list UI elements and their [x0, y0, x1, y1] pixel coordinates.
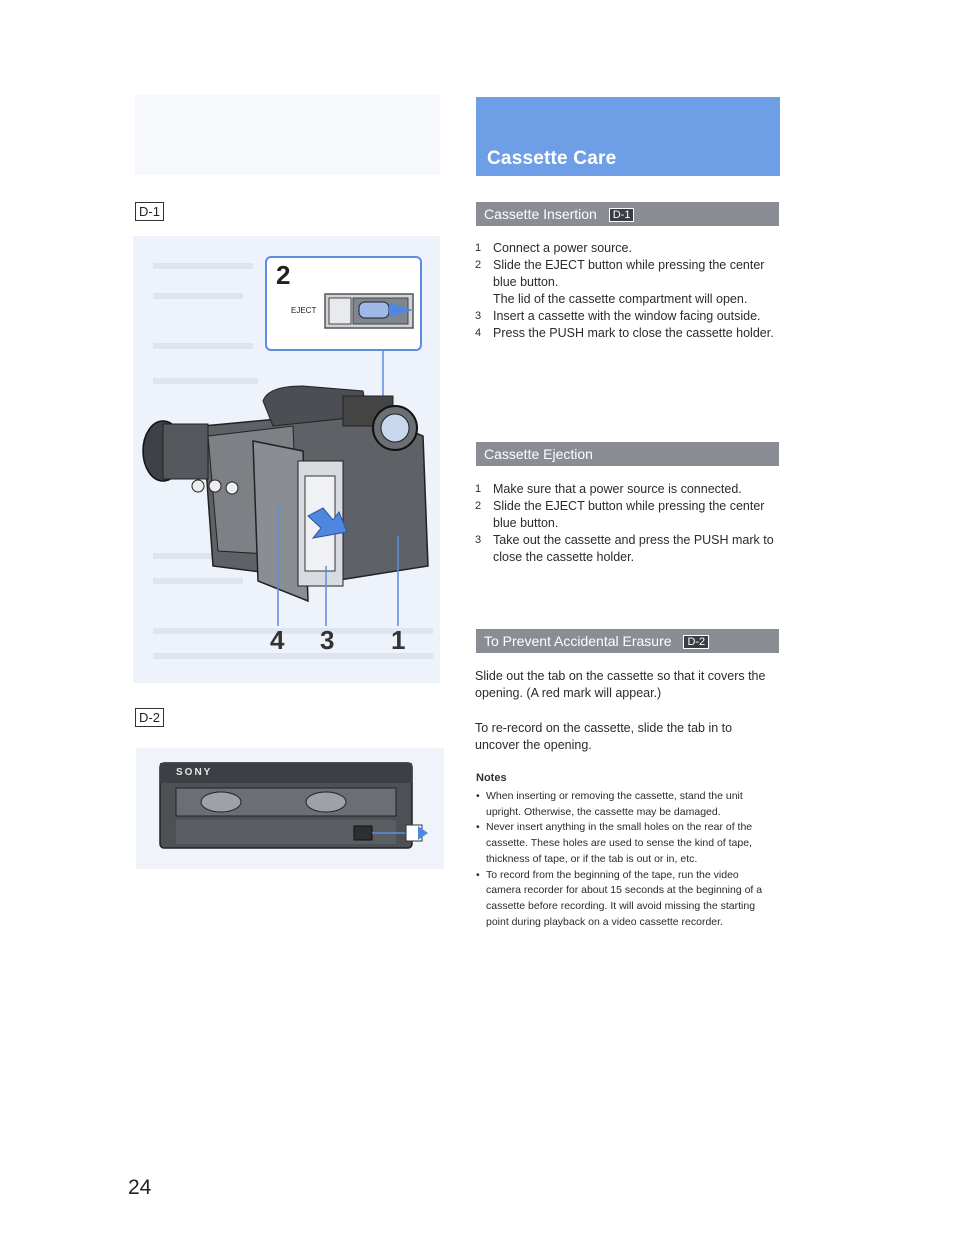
erasure-paragraph-2: To re-record on the cassette, slide the tab in to uncover the opening.: [475, 721, 733, 752]
erasure-paragraph-1: Slide out the tab on the cassette so that it covers the opening. (A red mark will appear.): [475, 669, 766, 700]
ejection-steps: [475, 481, 775, 566]
bullet-icon: •: [476, 868, 480, 881]
figure-d1-camcorder: [133, 236, 440, 683]
section-heading-insertion: [476, 202, 779, 226]
insertion-steps: [475, 240, 775, 342]
list-item: • To record from the beginning of the tape, run the video camera recorder for about 15 seconds at the beginning of a cassette before recording. It will avoid missing the starting point during playback on a video cassette recorder.: [476, 868, 776, 931]
list-item: 3 Insert a cassette with the window facing outside.: [475, 309, 761, 323]
list-item: 1 Connect a power source.: [475, 241, 632, 255]
step-label-4: 4: [270, 625, 285, 655]
list-item: 2 Slide the EJECT button while pressing the center blue button.: [475, 499, 765, 530]
section-heading-erasure: [476, 629, 779, 653]
page-number: 24: [128, 1176, 152, 1199]
section-heading-ejection: [476, 442, 779, 466]
camcorder-illustration: [133, 236, 440, 683]
eject-label: EJECT: [291, 306, 317, 315]
list-item: 3 Take out the cassette and press the PUSH mark to close the cassette holder.: [475, 533, 774, 564]
title-banner: [476, 97, 780, 176]
list-item: • When inserting or removing the cassette, stand the unit upright. Otherwise, the cassette may be damaged.: [476, 789, 776, 820]
step-2-extra: The lid of the cassette compartment will open.: [493, 292, 748, 306]
callout-step-number: 2: [276, 260, 291, 290]
list-item: 4 Press the PUSH mark to close the cassette holder.: [475, 326, 774, 340]
step-label-1: 1: [391, 625, 406, 655]
insertion-ref-badge: D-1: [609, 208, 635, 222]
erasure-ref-badge: D-2: [683, 635, 709, 649]
figure-d2-cassette: [136, 748, 444, 869]
notes-heading: Notes: [476, 772, 507, 784]
page-title: Cassette Care: [487, 148, 617, 169]
top-left-blank-area: [135, 95, 440, 175]
bullet-icon: •: [476, 821, 480, 834]
list-item: 2 Slide the EJECT button while pressing the center blue button.: [475, 258, 765, 289]
ejection-heading-text: Cassette Ejection: [484, 446, 593, 462]
insertion-heading-text: Cassette Insertion: [484, 206, 597, 222]
erasure-heading-text: To Prevent Accidental Erasure: [484, 633, 672, 649]
list-item: • Never insert anything in the small holes on the rear of the cassette. These holes are used to sense the kind of tape, thickness of tape, or if the tab is out or in, etc.: [476, 820, 776, 867]
list-item: 1 Make sure that a power source is connected.: [475, 482, 742, 496]
figure-label-d1: D-1: [135, 202, 164, 221]
bullet-icon: •: [476, 790, 480, 802]
cassette-brand: SONY: [176, 767, 213, 778]
step-label-3: 3: [320, 625, 335, 655]
notes-list: [476, 789, 776, 930]
figure-label-d2: D-2: [135, 708, 164, 727]
